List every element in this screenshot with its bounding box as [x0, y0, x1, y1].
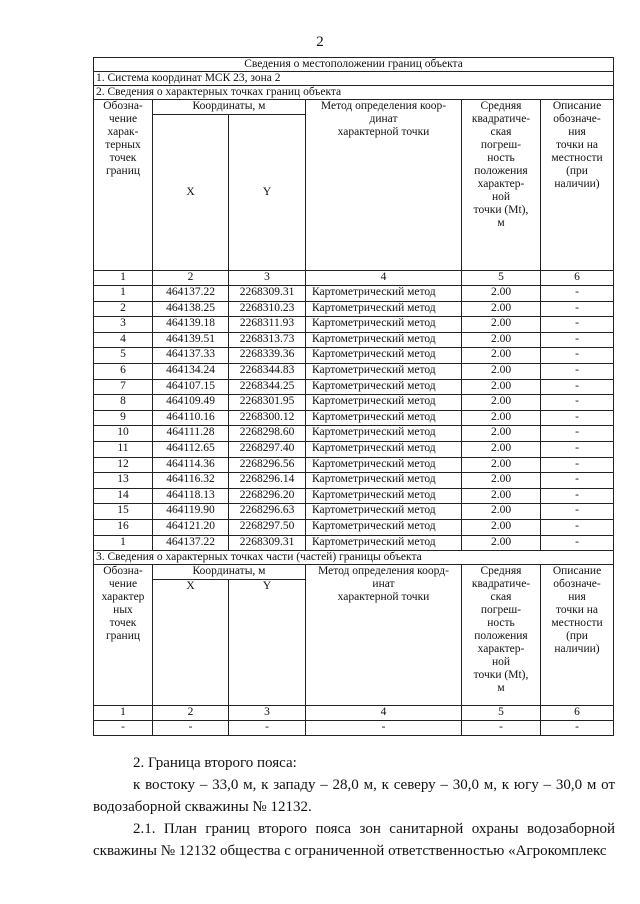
mt-cell: 2.00 — [462, 488, 541, 504]
coord-x: 464137.22 — [153, 286, 229, 302]
col-number: 4 — [306, 271, 462, 286]
coord-x: 464110.16 — [153, 410, 229, 426]
coord-x: 464119.90 — [153, 504, 229, 520]
mt-cell: 2.00 — [462, 286, 541, 302]
empty-cell: - — [229, 721, 306, 736]
point-number: 1 — [94, 286, 153, 302]
mt-cell: 2.00 — [462, 410, 541, 426]
desc-cell: - — [541, 426, 614, 442]
method-cell: Картометрический метод — [306, 535, 462, 551]
point-number: 6 — [94, 363, 153, 379]
coord-y: 2268309.31 — [229, 535, 306, 551]
point-number: 12 — [94, 457, 153, 473]
coord-x: 464134.24 — [153, 363, 229, 379]
data-rows — [94, 286, 614, 551]
coord-x: 464118.13 — [153, 488, 229, 504]
col3-number: 1 — [94, 706, 153, 721]
mt-cell: 2.00 — [462, 457, 541, 473]
coord-x: 464137.33 — [153, 348, 229, 364]
desc-cell: - — [541, 348, 614, 364]
method-cell: Картометрический метод — [306, 426, 462, 442]
empty-cell: - — [462, 721, 541, 736]
desc-cell: - — [541, 457, 614, 473]
header-x: X — [153, 115, 229, 271]
method-cell: Картометрический метод — [306, 519, 462, 535]
coord-x: 464121.20 — [153, 519, 229, 535]
table-row — [94, 379, 614, 395]
col3-number: 5 — [462, 706, 541, 721]
coord-y: 2268296.63 — [229, 504, 306, 520]
coord-x: 464114.36 — [153, 457, 229, 473]
mt-cell: 2.00 — [462, 426, 541, 442]
mt-cell: 2.00 — [462, 535, 541, 551]
method-cell: Картометрический метод — [306, 504, 462, 520]
empty-cell: - — [94, 721, 153, 736]
table-title: Сведения о местоположении границ объекта — [94, 58, 614, 72]
table-row — [94, 519, 614, 535]
point-number: 8 — [94, 395, 153, 411]
point-number: 9 — [94, 410, 153, 426]
header3-x: X — [153, 580, 229, 706]
point-number: 16 — [94, 519, 153, 535]
section-boundary-points: 2. Сведения о характерных точках границ объекта — [94, 86, 614, 100]
paragraph-second-zone: 2. Граница второго пояса: — [133, 755, 297, 771]
header3-description: Описание обозначе- ния точки на местности (при наличии) — [541, 565, 614, 706]
desc-cell: - — [541, 410, 614, 426]
table-row — [94, 286, 614, 302]
desc-cell: - — [541, 301, 614, 317]
coord-y: 2268310.23 — [229, 301, 306, 317]
desc-cell: - — [541, 286, 614, 302]
method-cell: Картометрический метод — [306, 301, 462, 317]
col3-number: 2 — [153, 706, 229, 721]
coord-y: 2268339.36 — [229, 348, 306, 364]
point-number: 15 — [94, 504, 153, 520]
table-row — [94, 426, 614, 442]
page-number: 2 — [316, 34, 324, 50]
paragraph-distances: к востоку – 33,0 м, к западу – 28,0 м, к северу – 30,0 м, к югу – 30,0 м от водозаборной скважины № 12132. — [93, 777, 615, 815]
table-row — [94, 441, 614, 457]
desc-cell: - — [541, 332, 614, 348]
coord-y: 2268296.56 — [229, 457, 306, 473]
method-cell: Картометрический метод — [306, 363, 462, 379]
coord-x: 464138.25 — [153, 301, 229, 317]
mt-cell: 2.00 — [462, 379, 541, 395]
point-number: 7 — [94, 379, 153, 395]
coord-x: 464112.65 — [153, 441, 229, 457]
table-row — [94, 535, 614, 551]
desc-cell: - — [541, 441, 614, 457]
coord-x: 464109.49 — [153, 395, 229, 411]
empty-cell: - — [153, 721, 229, 736]
paragraph-plan: 2.1. План границ второго пояса зон санитарной охраны водозаборной скважины № 12132 общества с ограниченной ответственностью «Агрокомплекс — [93, 821, 615, 859]
table-row — [94, 457, 614, 473]
col-number: 6 — [541, 271, 614, 286]
coord-y: 2268300.12 — [229, 410, 306, 426]
coord-x: 464139.18 — [153, 317, 229, 333]
method-cell: Картометрический метод — [306, 379, 462, 395]
desc-cell: - — [541, 379, 614, 395]
col-number: 3 — [229, 271, 306, 286]
mt-cell: 2.00 — [462, 473, 541, 489]
mt-cell: 2.00 — [462, 363, 541, 379]
coord-y: 2268296.14 — [229, 473, 306, 489]
coord-x: 464139.51 — [153, 332, 229, 348]
table-row — [94, 488, 614, 504]
point-number: 14 — [94, 488, 153, 504]
method-cell: Картометрический метод — [306, 488, 462, 504]
desc-cell: - — [541, 317, 614, 333]
empty-cell: - — [306, 721, 462, 736]
coord-y: 2268297.50 — [229, 519, 306, 535]
mt-cell: 2.00 — [462, 317, 541, 333]
method-cell: Картометрический метод — [306, 457, 462, 473]
method-cell: Картометрический метод — [306, 473, 462, 489]
header3-method: Метод определения коорд- инат характерной точки — [306, 565, 462, 706]
empty-cell: - — [541, 721, 614, 736]
desc-cell: - — [541, 395, 614, 411]
header3-y: Y — [229, 580, 306, 706]
table-row — [94, 317, 614, 333]
col3-number: 4 — [306, 706, 462, 721]
desc-cell: - — [541, 473, 614, 489]
mt-cell: 2.00 — [462, 441, 541, 457]
header3-error: Средняя квадратиче- ская погреш- ность положения характер- ной точки (Mt), м — [462, 565, 541, 706]
desc-cell: - — [541, 504, 614, 520]
point-number: 5 — [94, 348, 153, 364]
desc-cell: - — [541, 535, 614, 551]
desc-cell: - — [541, 519, 614, 535]
method-cell: Картометрический метод — [306, 332, 462, 348]
coord-y: 2268344.83 — [229, 363, 306, 379]
coord-y: 2268311.93 — [229, 317, 306, 333]
table-row — [94, 332, 614, 348]
coord-x: 464116.32 — [153, 473, 229, 489]
coord-y: 2268296.20 — [229, 488, 306, 504]
col-number: 1 — [94, 271, 153, 286]
mt-cell: 2.00 — [462, 504, 541, 520]
table-row — [94, 504, 614, 520]
header-description: Описание обозначе- ния точки на местности (при наличии) — [541, 100, 614, 271]
header-point-designation: Обозна- чение харак- терных точек границ — [94, 100, 153, 271]
col-number: 2 — [153, 271, 229, 286]
table-row — [94, 410, 614, 426]
coord-y: 2268301.95 — [229, 395, 306, 411]
section-part-boundary-points: 3. Сведения о характерных точках части (частей) границы объекта — [94, 551, 614, 565]
header-error: Средняя квадратиче- ская погреш- ность положения характер- ной точки (Mt), м — [462, 100, 541, 271]
point-number: 2 — [94, 301, 153, 317]
mt-cell: 2.00 — [462, 395, 541, 411]
header3-point-designation: Обозна- чение характер ных точек границ — [94, 565, 153, 706]
method-cell: Картометрический метод — [306, 317, 462, 333]
point-number: 1 — [94, 535, 153, 551]
coord-y: 2268309.31 — [229, 286, 306, 302]
table-row — [94, 395, 614, 411]
boundary-table — [93, 57, 614, 736]
method-cell: Картометрический метод — [306, 286, 462, 302]
desc-cell: - — [541, 363, 614, 379]
point-number: 11 — [94, 441, 153, 457]
mt-cell: 2.00 — [462, 332, 541, 348]
point-number: 10 — [94, 426, 153, 442]
table-row — [94, 348, 614, 364]
section-coordinate-system: 1. Система координат МСК 23, зона 2 — [94, 72, 614, 86]
coord-x: 464137.22 — [153, 535, 229, 551]
col-number: 5 — [462, 271, 541, 286]
desc-cell: - — [541, 488, 614, 504]
coord-x: 464107.15 — [153, 379, 229, 395]
point-number: 13 — [94, 473, 153, 489]
table-row — [94, 473, 614, 489]
point-number: 4 — [94, 332, 153, 348]
mt-cell: 2.00 — [462, 301, 541, 317]
col3-number: 3 — [229, 706, 306, 721]
method-cell: Картометрический метод — [306, 410, 462, 426]
table-row — [94, 363, 614, 379]
method-cell: Картометрический метод — [306, 395, 462, 411]
header-method: Метод определения коор- динат характерной точки — [306, 100, 462, 271]
point-number: 3 — [94, 317, 153, 333]
method-cell: Картометрический метод — [306, 441, 462, 457]
table-row — [94, 301, 614, 317]
mt-cell: 2.00 — [462, 519, 541, 535]
mt-cell: 2.00 — [462, 348, 541, 364]
coord-y: 2268313.73 — [229, 332, 306, 348]
coord-y: 2268298.60 — [229, 426, 306, 442]
coord-y: 2268297.40 — [229, 441, 306, 457]
header-y: Y — [229, 115, 306, 271]
col3-number: 6 — [541, 706, 614, 721]
header3-coordinates: Координаты, м — [153, 565, 306, 580]
method-cell: Картометрический метод — [306, 348, 462, 364]
coord-x: 464111.28 — [153, 426, 229, 442]
header-coordinates: Координаты, м — [153, 100, 306, 115]
coord-y: 2268344.25 — [229, 379, 306, 395]
